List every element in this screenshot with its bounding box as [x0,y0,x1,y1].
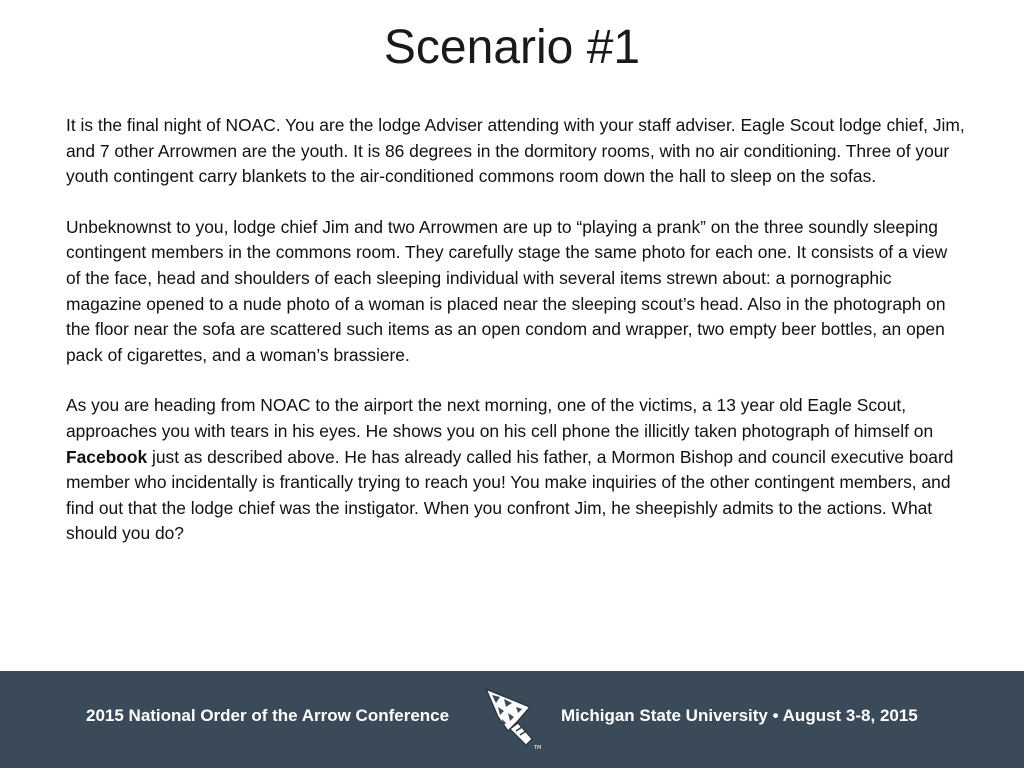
footer-venue-dates: Michigan State University • August 3-8, 2015 [561,706,918,725]
order-of-the-arrow-logo-icon [478,687,544,751]
paragraph-3 [66,393,966,547]
svg-text:TM: TM [534,745,542,751]
paragraph-3-before: As you are heading from NOAC to the airport the next morning, one of the victims, a 13 year old Eagle Scout, approaches you with tears in his eyes. He shows you on his cell phone the illicitly taken photograph of himself on [66,395,934,441]
paragraph-2: Unbeknownst to you, lodge chief Jim and two Arrowmen are up to “playing a prank” on the three soundly sleeping contingent members in the commons room. They carefully stage the same photo for each one. It consists of a view of the face, head and shoulders of each sleeping individual with several items strewn about: a pornographic magazine opened to a nude photo of a woman is placed near the sleeping scout’s head. Also in the photograph on the floor near the sofa are scattered such items as an open condom and wrapper, two empty beer bottles, an open pack of cigarettes, and a woman’s brassiere. [66,216,948,365]
slide-title: Scenario #1 [383,21,641,74]
footer-banner [0,671,1024,768]
paragraph-3-after: just as described above. He has already called his father, a Mormon Bishop and council executive board member who incidentally is frantically trying to reach you! You make inquiries of the other contingent members, and find out that the lodge chief was the instigator. When you confront Jim, he sheepishly admits to the actions. What should you do? [66,446,954,544]
facebook-bold-text: Facebook [66,446,148,467]
slide-body [66,113,966,572]
footer-conference-name: 2015 National Order of the Arrow Conference [86,706,450,725]
paragraph-1: It is the final night of NOAC. You are the lodge Adviser attending with your staff adviser. Eagle Scout lodge chief, Jim, and 7 other Arrowmen are the youth. It is 86 degrees in the dormitory rooms, with no air conditioning. Three of your youth contingent carry blankets to the air-conditioned commons room down the hall to sleep on the sofas. [66,115,965,187]
